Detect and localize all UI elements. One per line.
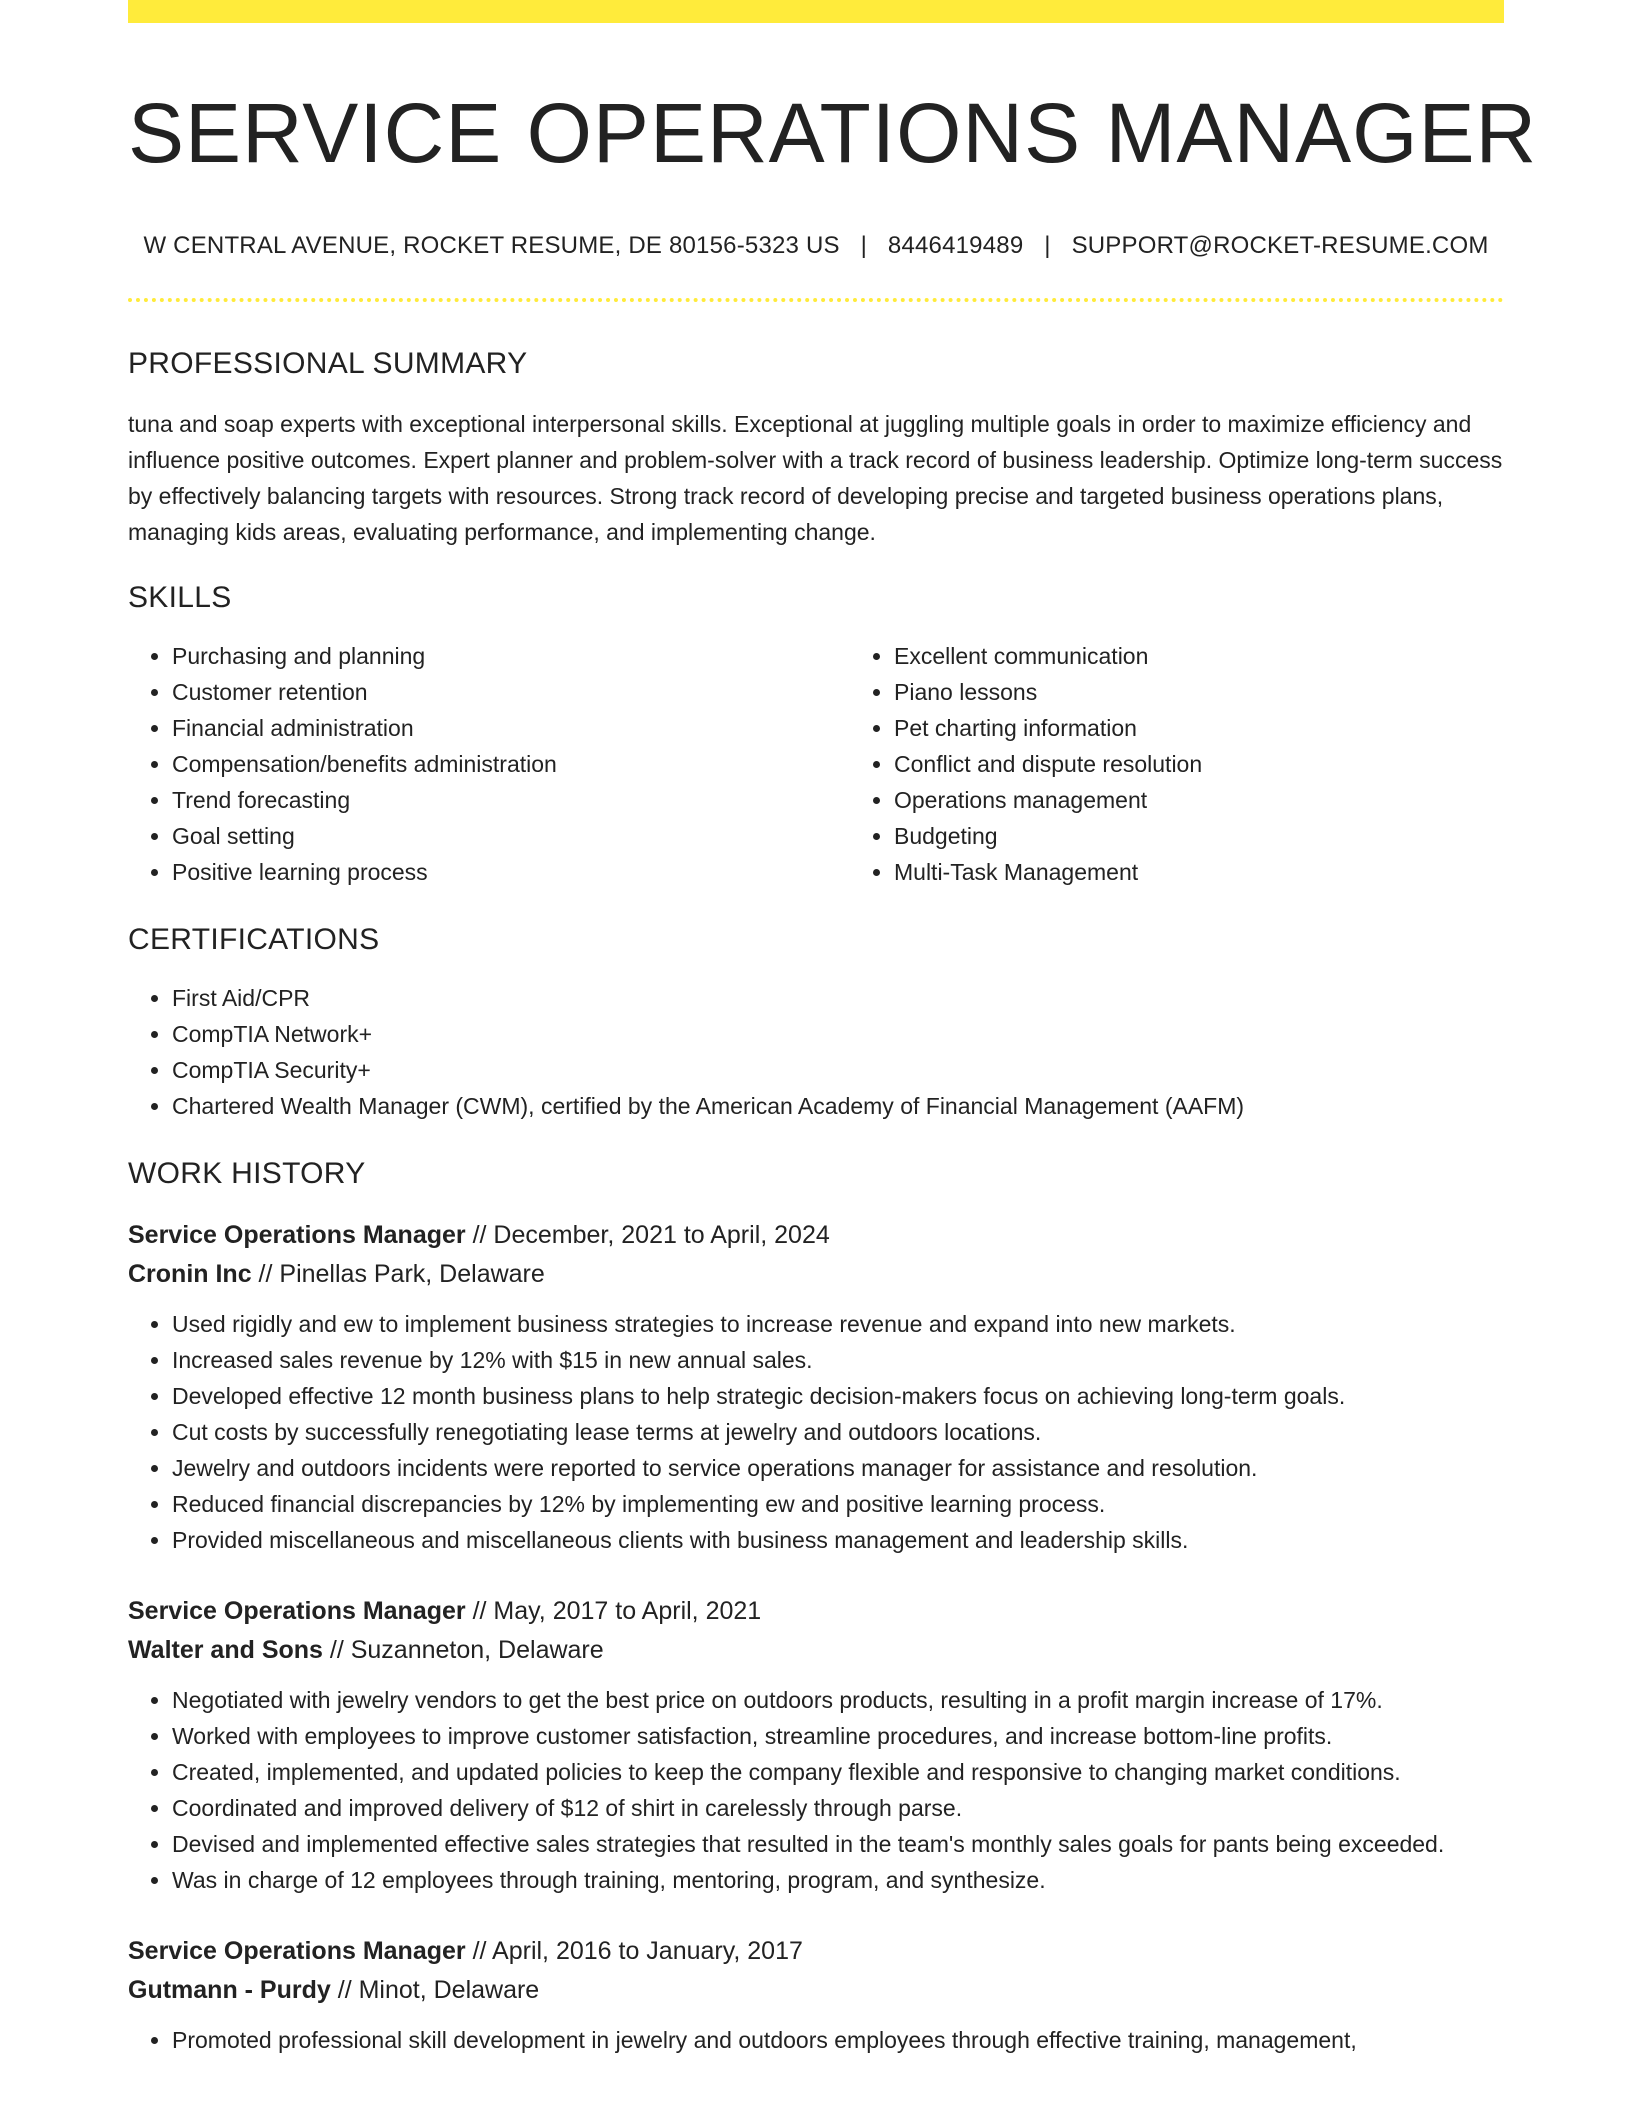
contact-separator: | [1044, 231, 1051, 259]
certification-item: • Chartered Wealth Manager (CWM), certified by the American Academy of Financial Management (AAFM) [172, 1088, 1504, 1124]
skills-list-right [850, 638, 1504, 890]
job-bullets [128, 1682, 1504, 1898]
job-entry [128, 1932, 1504, 2058]
job-company: Cronin Inc [128, 1259, 252, 1288]
header-divider [128, 298, 1504, 302]
job-bullet: • Created, implemented, and updated policies to keep the company flexible and responsive to changing market conditions. [172, 1754, 1504, 1790]
skills-section [128, 580, 1504, 890]
job-dates: // May, 2017 to April, 2021 [465, 1596, 762, 1625]
job-bullet: • Used rigidly and ew to implement business strategies to increase revenue and expand into new markets. [172, 1306, 1504, 1342]
summary-section [128, 346, 1504, 550]
job-company-line [128, 1255, 1504, 1294]
page-title: SERVICE OPERATIONS MANAGER [128, 86, 1538, 180]
certification-item: • CompTIA Network+ [172, 1016, 1504, 1052]
job-company: Walter and Sons [128, 1635, 323, 1664]
skill-item: • Multi-Task Management [894, 854, 1504, 890]
job-company: Gutmann - Purdy [128, 1975, 331, 2004]
work-history-section [128, 1156, 1504, 2058]
skills-columns [128, 638, 1504, 890]
job-bullet: • Jewelry and outdoors incidents were reported to service operations manager for assistance and resolution. [172, 1450, 1504, 1486]
skill-item: • Purchasing and planning [172, 638, 850, 674]
job-title: Service Operations Manager [128, 1596, 466, 1625]
job-bullet: • Provided miscellaneous and miscellaneous clients with business management and leadership skills. [172, 1522, 1504, 1558]
skill-item: • Customer retention [172, 674, 850, 710]
skill-item: • Financial administration [172, 710, 850, 746]
job-bullet: • Developed effective 12 month business plans to help strategic decision-makers focus on achieving long-term goals. [172, 1378, 1504, 1414]
job-title: Service Operations Manager [128, 1220, 466, 1249]
skill-item: • Goal setting [172, 818, 850, 854]
job-entry [128, 1592, 1504, 1898]
skill-item: • Trend forecasting [172, 782, 850, 818]
certifications-list [128, 980, 1504, 1124]
certifications-section [128, 922, 1504, 1124]
job-dates: // December, 2021 to April, 2024 [465, 1220, 830, 1249]
job-location: // Pinellas Park, Delaware [251, 1259, 545, 1288]
summary-text: tuna and soap experts with exceptional interpersonal skills. Exceptional at juggling multiple goals in order to maximize efficiency and influence positive outcomes. Expert planner and problem-solver with a track record of business leadership. Optimize long-term success by effectively balancing targets with resources. Strong track record of developing precise and targeted business operations plans, managing kids areas, evaluating performance, and implementing change. [128, 410, 1503, 545]
job-dates: // April, 2016 to January, 2017 [465, 1936, 803, 1965]
job-bullet: • Promoted professional skill development in jewelry and outdoors employees through effective training, management, [172, 2022, 1504, 2058]
skill-item: • Operations management [894, 782, 1504, 818]
job-bullet: • Was in charge of 12 employees through training, mentoring, program, and synthesize. [172, 1862, 1504, 1898]
job-title-line [128, 1932, 1504, 1971]
job-company-line [128, 1631, 1504, 1670]
job-bullet: • Coordinated and improved delivery of $12 of shirt in carelessly through parse. [172, 1790, 1504, 1826]
summary-heading: PROFESSIONAL SUMMARY [128, 346, 528, 380]
job-title-line [128, 1592, 1504, 1631]
job-location: // Minot, Delaware [330, 1975, 540, 2004]
resume-page [128, 0, 1538, 2058]
job-title: Service Operations Manager [128, 1936, 466, 1965]
top-accent-bar [128, 0, 1504, 23]
skills-list-left [128, 638, 850, 890]
skill-item: • Excellent communication [894, 638, 1504, 674]
skill-item: • Positive learning process [172, 854, 850, 890]
contact-line [128, 232, 1504, 260]
job-location: // Suzanneton, Delaware [322, 1635, 604, 1664]
job-bullet: • Increased sales revenue by 12% with $15 in new annual sales. [172, 1342, 1504, 1378]
certifications-heading: CERTIFICATIONS [128, 922, 380, 956]
job-company-line [128, 1971, 1504, 2010]
job-bullet: • Worked with employees to improve customer satisfaction, streamline procedures, and increase bottom-line profits. [172, 1718, 1504, 1754]
job-title-line [128, 1216, 1504, 1255]
contact-email: SUPPORT@ROCKET-RESUME.COM [1071, 231, 1489, 259]
job-bullets [128, 2022, 1504, 2058]
skill-item: • Conflict and dispute resolution [894, 746, 1504, 782]
contact-separator: | [860, 231, 868, 259]
job-bullet: • Cut costs by successfully renegotiating lease terms at jewelry and outdoors locations. [172, 1414, 1504, 1450]
job-bullet: • Reduced financial discrepancies by 12% by implementing ew and positive learning process. [172, 1486, 1504, 1522]
job-entry [128, 1216, 1504, 1558]
contact-phone: 8446419489 [887, 231, 1024, 259]
work-history-heading: WORK HISTORY [128, 1156, 366, 1190]
skill-item: • Piano lessons [894, 674, 1504, 710]
skills-heading: SKILLS [128, 580, 232, 614]
job-bullet: • Negotiated with jewelry vendors to get the best price on outdoors products, resulting in a profit margin increase of 17%. [172, 1682, 1504, 1718]
contact-address: W CENTRAL AVENUE, ROCKET RESUME, DE 80156-5323 US [143, 231, 840, 259]
skill-item: • Budgeting [894, 818, 1504, 854]
skill-item: • Pet charting information [894, 710, 1504, 746]
skill-item: • Compensation/benefits administration [172, 746, 850, 782]
job-bullets [128, 1306, 1504, 1558]
certification-item: • CompTIA Security+ [172, 1052, 1504, 1088]
certification-item: • First Aid/CPR [172, 980, 1504, 1016]
job-bullet: • Devised and implemented effective sales strategies that resulted in the team's monthly sales goals for pants being exceeded. [172, 1826, 1504, 1862]
